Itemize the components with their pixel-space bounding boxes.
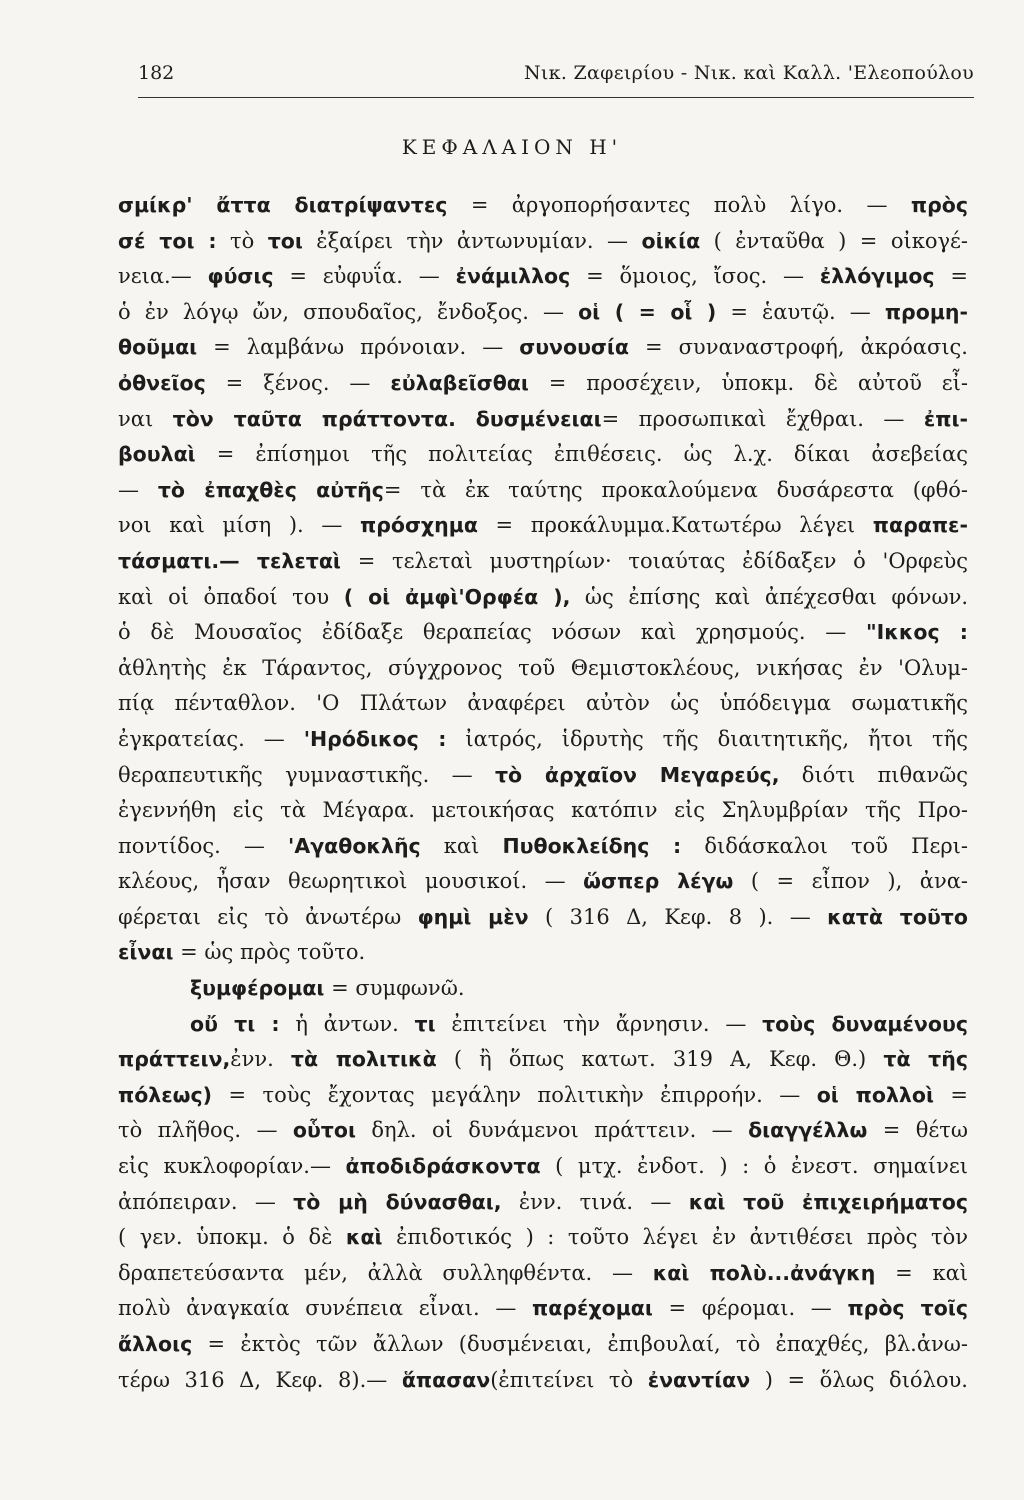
text-line	[118, 508, 968, 544]
lemma-term: ( οἱ ἀμφὶ'Ορφέα ),	[343, 584, 571, 609]
lemma-term: οὔ τι :	[190, 1011, 280, 1036]
text-line	[118, 651, 968, 687]
gloss-text: ἐγεννήθη εἰς τὰ Μέγαρα. μετοικήσας κατόπιν εἰς Σηλυμβρίαν τῆς Προ-	[118, 798, 968, 823]
gloss-text: ἐνν. τινά. —	[501, 1189, 689, 1214]
gloss-text: = ἐπίσημοι τῆς πολιτείας ἐπιθέσεις. ὡς λ.χ. δίκαι ἀσεβείας	[195, 442, 968, 467]
gloss-text: καὶ οἱ ὀπαδοί του	[118, 584, 344, 609]
lemma-term: "Ικκος :	[865, 620, 968, 645]
gloss-text: = ἀργοπορήσαντες πολὺ λίγο. —	[447, 193, 911, 217]
gloss-text: ἐπιδοτικός ) : τοῦτο λέγει ἐν ἀντιθέσει πρὸς τὸν	[382, 1225, 968, 1250]
gloss-text: = προκάλυμμα.Κατωτέρω λέγει	[477, 513, 873, 538]
lemma-term: πόλεως)	[118, 1082, 213, 1107]
gloss-text: δραπετεύσαντα μέν, ἀλλὰ συλληφθέντα. —	[118, 1260, 653, 1285]
gloss-text: τὸ πλῆθος. —	[118, 1118, 293, 1143]
lemma-term: ἐνάμιλλος	[455, 264, 571, 289]
lemma-term: ἄλλοις	[118, 1332, 193, 1356]
header-rule	[138, 97, 974, 98]
gloss-text: ) = ὅλως διόλου.	[750, 1367, 968, 1392]
lemma-term: πρὸς	[910, 193, 968, 217]
lemma-term: τι	[414, 1011, 436, 1036]
lemma-term: πρόσχημα	[359, 513, 478, 538]
gloss-text: ( μτχ. ἐνδοτ. ) : ὁ ἐνεστ. σημαίνει	[540, 1154, 968, 1179]
gloss-text: δηλ. οἱ δυνάμενοι πράττειν. —	[355, 1118, 749, 1143]
text-line	[118, 473, 968, 509]
gloss-text: = λαμβάνω πρόνοιαν. —	[197, 335, 520, 360]
gloss-text: νοι καὶ μίση ). —	[118, 513, 360, 538]
text-line	[118, 1256, 968, 1292]
lemma-term: καὶ τοῦ ἐπιχειρήματος	[688, 1189, 968, 1214]
lemma-term: ἐπι-	[923, 406, 968, 431]
lemma-term: σμίκρ' ἄττα διατρίψαντες	[118, 193, 448, 217]
lemma-term: προμη-	[884, 299, 968, 324]
text-line	[118, 1149, 968, 1185]
text-line	[118, 1220, 968, 1256]
lemma-term: ἅπασαν	[401, 1367, 491, 1392]
gloss-text: = καὶ	[875, 1260, 968, 1285]
lemma-term: 'Αγαθοκλῆς	[288, 833, 421, 858]
gloss-text: =	[934, 264, 968, 289]
gloss-text: ( 316 Δ, Κεφ. 8 ). —	[528, 904, 828, 929]
lemma-term: ξυμφέρομαι	[190, 976, 325, 1001]
lemma-term: παρέχομαι	[532, 1296, 653, 1321]
gloss-text: ἀπόπειραν. —	[118, 1189, 294, 1214]
text-line	[118, 1363, 968, 1399]
gloss-text: = ξένος. —	[205, 370, 391, 395]
text-line	[118, 864, 968, 900]
lemma-term: καὶ	[345, 1225, 383, 1250]
text-line	[118, 722, 968, 758]
gloss-text: = εὐφυΐα. —	[273, 264, 456, 289]
text-line	[118, 686, 968, 722]
gloss-text: νεια.—	[118, 264, 208, 289]
gloss-text: =	[933, 1082, 968, 1107]
gloss-text: τὸ	[216, 228, 268, 253]
text-line	[118, 900, 968, 936]
gloss-text: = ὅμοιος, ἴσος. —	[570, 264, 820, 289]
gloss-text: ὁ δὲ Μουσαῖος ἐδίδαξε θεραπείας νόσων καὶ χρησμούς. —	[118, 620, 866, 645]
gloss-text: κλέους, ἦσαν θεωρητικοὶ μουσικοί. —	[118, 869, 584, 894]
gloss-text: = προσέχειν, ὑποκμ. δὲ αὐτοῦ εἶ-	[528, 370, 968, 395]
gloss-text: διότι πιθανῶς	[779, 762, 968, 787]
gloss-text: = προσωπικαὶ ἔχθραι. —	[601, 406, 924, 431]
text-line	[118, 402, 968, 438]
gloss-text: = τελεταὶ μυστηρίων· τοιαύτας ἐδίδαξεν ὁ 'Ορφεὺς	[340, 548, 968, 573]
gloss-text: καὶ	[420, 833, 503, 858]
text-line	[118, 437, 968, 473]
gloss-text: φέρεται εἰς τὸ ἀνωτέρω	[118, 904, 418, 929]
gloss-text: ( ἐνταῦθα ) = οἰκογέ-	[700, 228, 968, 253]
gloss-text: ἐγκρατείας. —	[118, 726, 304, 751]
gloss-text: θεραπευτικῆς γυμναστικῆς. —	[118, 762, 495, 787]
lemma-term: καὶ πολὺ...ἀνάγκη	[652, 1260, 876, 1285]
gloss-text: = φέρομαι. —	[652, 1296, 848, 1321]
text-line	[118, 615, 968, 651]
gloss-text: εἰς κυκλοφορίαν.—	[118, 1154, 346, 1179]
text-line	[118, 793, 968, 829]
lemma-term: τάσματι.— τελεταὶ	[118, 548, 341, 573]
lemma-term: φημὶ μὲν	[417, 904, 529, 929]
lemma-term: τοὺς δυναμένους	[762, 1011, 968, 1036]
lemma-term: ὀθνεῖος	[118, 370, 206, 395]
lemma-term: οἰκία	[641, 228, 701, 253]
gloss-text: ὁ ἐν λόγῳ ὤν, σπουδαῖος, ἔνδοξος. —	[118, 299, 579, 324]
gloss-text: ἰατρός, ἱδρυτὴς τῆς διαιτητικῆς, ἤτοι τῆς	[446, 726, 968, 751]
lemma-term: 'Ηρόδικος :	[303, 726, 447, 751]
lemma-term: οὗτοι	[292, 1118, 356, 1143]
gloss-text: τέρω 316 Δ, Κεφ. 8).—	[118, 1367, 402, 1392]
text-line	[118, 758, 968, 794]
text-line	[118, 224, 968, 260]
gloss-text: = τοὺς ἔχοντας μεγάλην πολιτικὴν ἐπιρροήν. —	[212, 1082, 817, 1107]
text-line	[118, 1113, 968, 1149]
gloss-text: διδάσκαλοι τοῦ Περι-	[681, 833, 968, 858]
lemma-term: ὥσπερ λέγω	[583, 869, 734, 894]
text-line	[118, 580, 968, 616]
lemma-term: Πυθοκλείδης :	[502, 833, 682, 858]
gloss-text: ( = εἶπον ), ἀνα-	[733, 869, 968, 894]
chapter-title: ΚΕΦΑΛΑΙΟΝ Η'	[401, 135, 623, 159]
gloss-text: ἀθλητὴς ἐκ Τάραντος, σύγχρονος τοῦ Θεμιστοκλέους, νικήσας ἐν 'Ολυμ-	[118, 655, 968, 680]
gloss-text: πίᾳ πένταθλον. 'Ο Πλάτων ἀναφέρει αὐτὸν ὡς ὑπόδειγμα σωματικῆς	[118, 691, 968, 716]
text-line	[118, 544, 968, 580]
lemma-term: πράττειν,	[118, 1047, 231, 1072]
gloss-text: = ἑαυτῷ. —	[716, 299, 885, 324]
lemma-term: τοι	[267, 228, 303, 253]
lemma-term: φύσις	[207, 264, 274, 289]
lemma-term: παραπε-	[872, 513, 968, 538]
text-line	[118, 1042, 968, 1078]
text-line	[118, 295, 968, 331]
lemma-term: διαγγέλλω	[748, 1118, 868, 1143]
gloss-text: = συμφωνῶ.	[324, 976, 465, 1001]
gloss-text: (ἐπιτείνει τὸ	[490, 1367, 648, 1392]
gloss-text: ( ἢ ὅπως κατωτ. 319 Α, Κεφ. Θ.)	[436, 1047, 884, 1072]
text-line	[118, 366, 968, 402]
lemma-term: τὸ ἀρχαῖον Μεγαρεύς,	[494, 762, 780, 787]
lemma-term: βουλαὶ	[118, 442, 196, 467]
gloss-text: ἐνν.	[230, 1047, 291, 1072]
gloss-text: = τὰ ἐκ ταύτης προκαλούμενα δυσάρεστα (φθό-	[383, 477, 968, 502]
lemma-term: θοῦμαι	[118, 335, 198, 360]
lemma-term: οἱ πολλοὶ	[816, 1082, 934, 1107]
gloss-text: = θέτω	[867, 1118, 968, 1143]
text-line	[118, 259, 968, 295]
lemma-term: τὰ πολιτικὰ	[290, 1047, 437, 1072]
lemma-term: τὸ μὴ δύνασθαι,	[293, 1189, 502, 1214]
running-title: Νικ. Ζαφειρίου - Νικ. καὶ Καλλ. 'Ελεοπούλου	[523, 62, 974, 84]
text-line	[118, 1007, 968, 1043]
lemma-term: συνουσία	[519, 335, 629, 360]
gloss-text: ( γεν. ὑποκμ. ὁ δὲ	[118, 1225, 346, 1250]
lemma-term: εὐλαβεῖσθαι	[390, 370, 529, 395]
text-line	[118, 935, 968, 971]
text-line	[118, 971, 968, 1007]
text-line	[118, 1327, 968, 1363]
gloss-text: πολὺ ἀναγκαία συνέπεια εἶναι. —	[118, 1296, 533, 1321]
text-line	[118, 188, 968, 224]
gloss-text: = ὡς πρὸς τοῦτο.	[173, 940, 366, 965]
page-number: 182	[138, 62, 175, 84]
text-line	[118, 1078, 968, 1114]
lemma-term: τὸ ἐπαχθὲς αὐτῆς	[157, 477, 384, 502]
gloss-text: ναι	[118, 406, 173, 431]
lemma-term: τὸν ταῦτα πράττοντα. δυσμένειαι	[172, 406, 602, 431]
text-line	[118, 1291, 968, 1327]
gloss-text: —	[118, 477, 158, 502]
text-line	[118, 1185, 968, 1221]
gloss-text: ποντίδος. —	[118, 833, 289, 858]
text-line	[118, 330, 968, 366]
gloss-text: ἡ ἀντων.	[279, 1011, 415, 1036]
lemma-term: κατὰ τοῦτο	[827, 904, 968, 929]
lemma-term: σέ τοι :	[118, 228, 217, 253]
lemma-term: τὰ τῆς	[883, 1047, 968, 1072]
lemma-term: ἐναντίαν	[647, 1367, 751, 1392]
gloss-text: ἐπιτείνει τὴν ἄρνησιν. —	[435, 1011, 763, 1036]
gloss-text: = ἐκτὸς τῶν ἄλλων (δυσμένειαι, ἐπιβουλαί, τὸ ἐπαχθές, βλ.ἀνω-	[192, 1332, 968, 1356]
lemma-term: εἶναι	[118, 940, 174, 965]
gloss-text: ὡς ἐπίσης καὶ ἀπέχεσθαι φόνων.	[570, 584, 968, 609]
lemma-term: ἐλλόγιμος	[819, 264, 935, 289]
commentary-text	[118, 188, 968, 1398]
gloss-text: ἐξαίρει τὴν ἀντωνυμίαν. —	[302, 228, 642, 253]
lemma-term: οἱ ( = οἷ )	[578, 299, 717, 324]
text-line	[118, 829, 968, 865]
lemma-term: πρὸς τοῖς	[847, 1296, 968, 1321]
gloss-text: = συναναστροφή, ἀκρόασις.	[628, 335, 968, 360]
lemma-term: ἀποδιδράσκοντα	[345, 1154, 541, 1179]
